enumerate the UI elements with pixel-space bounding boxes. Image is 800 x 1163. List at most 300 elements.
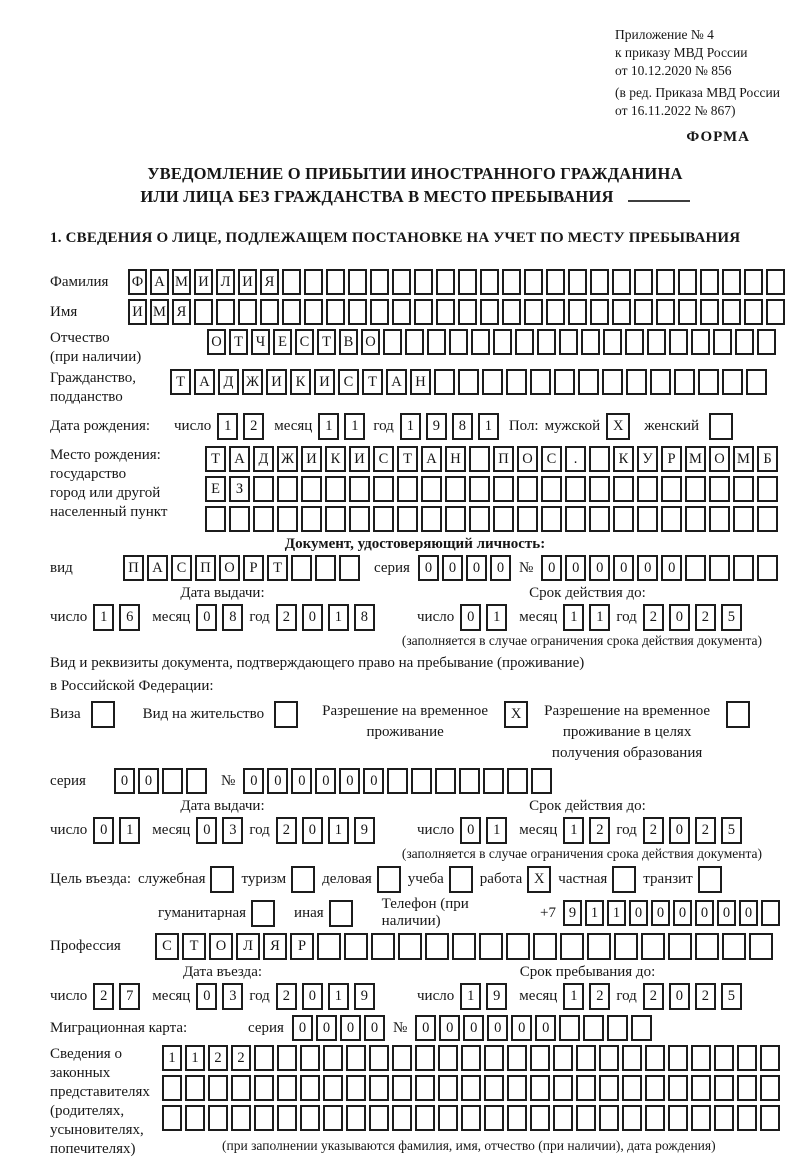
- char-cell[interactable]: [315, 555, 336, 581]
- char-cell[interactable]: Т: [397, 446, 418, 472]
- char-cell[interactable]: 1: [589, 604, 610, 631]
- char-cell[interactable]: [162, 1075, 182, 1101]
- char-cell[interactable]: 0: [637, 555, 658, 581]
- char-cell[interactable]: [722, 933, 746, 960]
- char-cell[interactable]: [480, 299, 499, 325]
- char-cell[interactable]: [733, 476, 754, 502]
- char-cell[interactable]: [590, 299, 609, 325]
- char-cell[interactable]: [254, 1105, 274, 1131]
- char-cell[interactable]: 8: [222, 604, 243, 631]
- char-cell[interactable]: [415, 1105, 435, 1131]
- char-cell[interactable]: 0: [490, 555, 511, 581]
- char-cell[interactable]: 1: [328, 983, 349, 1010]
- char-cell[interactable]: К: [290, 369, 311, 395]
- char-cell[interactable]: [414, 299, 433, 325]
- char-cell[interactable]: [484, 1105, 504, 1131]
- char-cell[interactable]: Б: [757, 446, 778, 472]
- char-cell[interactable]: И: [128, 299, 147, 325]
- char-cell[interactable]: [541, 506, 562, 532]
- char-cell[interactable]: [445, 506, 466, 532]
- char-cell[interactable]: 0: [466, 555, 487, 581]
- char-cell[interactable]: [685, 476, 706, 502]
- char-cell[interactable]: 1: [119, 817, 140, 844]
- char-cell[interactable]: [435, 768, 456, 794]
- char-cell[interactable]: 1: [328, 817, 349, 844]
- char-cell[interactable]: [612, 299, 631, 325]
- char-cell[interactable]: 1: [328, 604, 349, 631]
- char-cell[interactable]: [162, 768, 183, 794]
- char-cell[interactable]: [744, 269, 763, 295]
- char-cell[interactable]: 2: [243, 413, 264, 440]
- char-cell[interactable]: [622, 1045, 642, 1071]
- char-cell[interactable]: [370, 299, 389, 325]
- char-cell[interactable]: [323, 1045, 343, 1071]
- checkbox-tranzit[interactable]: [698, 866, 722, 893]
- char-cell[interactable]: [483, 768, 504, 794]
- char-cell[interactable]: [506, 933, 530, 960]
- char-cell[interactable]: [282, 269, 301, 295]
- char-cell[interactable]: [507, 1105, 527, 1131]
- char-cell[interactable]: [253, 476, 274, 502]
- char-cell[interactable]: 2: [276, 604, 297, 631]
- char-cell[interactable]: 9: [426, 413, 447, 440]
- char-cell[interactable]: О: [361, 329, 380, 355]
- char-cell[interactable]: У: [637, 446, 658, 472]
- char-cell[interactable]: 2: [589, 817, 610, 844]
- char-cell[interactable]: [369, 1075, 389, 1101]
- char-cell[interactable]: [637, 506, 658, 532]
- char-cell[interactable]: [685, 506, 706, 532]
- char-cell[interactable]: Р: [243, 555, 264, 581]
- char-cell[interactable]: [634, 269, 653, 295]
- char-cell[interactable]: [553, 1075, 573, 1101]
- char-cell[interactable]: [469, 446, 490, 472]
- char-cell[interactable]: [326, 299, 345, 325]
- char-cell[interactable]: [744, 299, 763, 325]
- char-cell[interactable]: 9: [486, 983, 507, 1010]
- char-cell[interactable]: [449, 329, 468, 355]
- char-cell[interactable]: [277, 506, 298, 532]
- char-cell[interactable]: [348, 299, 367, 325]
- char-cell[interactable]: [678, 269, 697, 295]
- char-cell[interactable]: 0: [196, 604, 217, 631]
- char-cell[interactable]: [766, 269, 785, 295]
- char-cell[interactable]: [700, 269, 719, 295]
- char-cell[interactable]: [397, 506, 418, 532]
- char-cell[interactable]: [578, 369, 599, 395]
- char-cell[interactable]: 0: [669, 983, 690, 1010]
- char-cell[interactable]: [581, 329, 600, 355]
- char-cell[interactable]: [479, 933, 503, 960]
- char-cell[interactable]: К: [325, 446, 346, 472]
- char-cell[interactable]: 9: [354, 817, 375, 844]
- char-cell[interactable]: [392, 1075, 412, 1101]
- char-cell[interactable]: Н: [410, 369, 431, 395]
- char-cell[interactable]: 0: [565, 555, 586, 581]
- char-cell[interactable]: [253, 506, 274, 532]
- char-cell[interactable]: 0: [196, 983, 217, 1010]
- char-cell[interactable]: [349, 476, 370, 502]
- char-cell[interactable]: [590, 269, 609, 295]
- char-cell[interactable]: 0: [302, 604, 323, 631]
- char-cell[interactable]: [506, 369, 527, 395]
- char-cell[interactable]: 1: [460, 983, 481, 1010]
- char-cell[interactable]: [493, 329, 512, 355]
- char-cell[interactable]: 9: [354, 983, 375, 1010]
- char-cell[interactable]: 5: [721, 983, 742, 1010]
- char-cell[interactable]: [733, 506, 754, 532]
- char-cell[interactable]: [560, 933, 584, 960]
- char-cell[interactable]: Т: [267, 555, 288, 581]
- char-cell[interactable]: 0: [661, 555, 682, 581]
- char-cell[interactable]: 0: [613, 555, 634, 581]
- char-cell[interactable]: [304, 269, 323, 295]
- char-cell[interactable]: [737, 1075, 757, 1101]
- char-cell[interactable]: [656, 269, 675, 295]
- char-cell[interactable]: [317, 933, 341, 960]
- char-cell[interactable]: И: [238, 269, 257, 295]
- char-cell[interactable]: [434, 369, 455, 395]
- char-cell[interactable]: [565, 506, 586, 532]
- char-cell[interactable]: [607, 1015, 628, 1041]
- char-cell[interactable]: [546, 269, 565, 295]
- char-cell[interactable]: 1: [217, 413, 238, 440]
- char-cell[interactable]: 0: [463, 1015, 484, 1041]
- char-cell[interactable]: [583, 1015, 604, 1041]
- char-cell[interactable]: Т: [170, 369, 191, 395]
- char-cell[interactable]: [661, 476, 682, 502]
- char-cell[interactable]: [301, 506, 322, 532]
- char-cell[interactable]: [452, 933, 476, 960]
- char-cell[interactable]: 1: [344, 413, 365, 440]
- checkbox-ucheba[interactable]: [449, 866, 473, 893]
- char-cell[interactable]: [613, 476, 634, 502]
- char-cell[interactable]: [625, 329, 644, 355]
- char-cell[interactable]: [277, 476, 298, 502]
- char-cell[interactable]: 2: [276, 983, 297, 1010]
- char-cell[interactable]: И: [266, 369, 287, 395]
- char-cell[interactable]: О: [709, 446, 730, 472]
- char-cell[interactable]: [185, 1105, 205, 1131]
- char-cell[interactable]: [346, 1075, 366, 1101]
- char-cell[interactable]: 7: [119, 983, 140, 1010]
- char-cell[interactable]: 2: [643, 817, 664, 844]
- char-cell[interactable]: [260, 299, 279, 325]
- char-cell[interactable]: 6: [119, 604, 140, 631]
- char-cell[interactable]: 1: [563, 604, 584, 631]
- char-cell[interactable]: 0: [316, 1015, 337, 1041]
- char-cell[interactable]: [645, 1105, 665, 1131]
- char-cell[interactable]: 5: [721, 604, 742, 631]
- char-cell[interactable]: 0: [739, 900, 758, 926]
- checkbox-visa[interactable]: [91, 701, 115, 728]
- char-cell[interactable]: 2: [695, 983, 716, 1010]
- char-cell[interactable]: А: [229, 446, 250, 472]
- char-cell[interactable]: [482, 369, 503, 395]
- char-cell[interactable]: 0: [717, 900, 736, 926]
- char-cell[interactable]: [461, 1075, 481, 1101]
- char-cell[interactable]: [325, 506, 346, 532]
- char-cell[interactable]: [300, 1075, 320, 1101]
- char-cell[interactable]: [614, 933, 638, 960]
- char-cell[interactable]: М: [733, 446, 754, 472]
- char-cell[interactable]: [746, 369, 767, 395]
- char-cell[interactable]: [537, 329, 556, 355]
- char-cell[interactable]: 0: [629, 900, 648, 926]
- char-cell[interactable]: О: [219, 555, 240, 581]
- char-cell[interactable]: 0: [651, 900, 670, 926]
- char-cell[interactable]: С: [295, 329, 314, 355]
- char-cell[interactable]: Ж: [242, 369, 263, 395]
- char-cell[interactable]: И: [349, 446, 370, 472]
- char-cell[interactable]: 1: [400, 413, 421, 440]
- char-cell[interactable]: 9: [563, 900, 582, 926]
- char-cell[interactable]: [438, 1045, 458, 1071]
- char-cell[interactable]: [622, 1075, 642, 1101]
- char-cell[interactable]: [484, 1045, 504, 1071]
- char-cell[interactable]: М: [172, 269, 191, 295]
- char-cell[interactable]: [760, 1105, 780, 1131]
- char-cell[interactable]: [323, 1075, 343, 1101]
- char-cell[interactable]: [238, 299, 257, 325]
- char-cell[interactable]: И: [314, 369, 335, 395]
- char-cell[interactable]: [709, 506, 730, 532]
- char-cell[interactable]: [661, 506, 682, 532]
- char-cell[interactable]: 0: [196, 817, 217, 844]
- checkbox-female[interactable]: [709, 413, 733, 440]
- char-cell[interactable]: [415, 1045, 435, 1071]
- char-cell[interactable]: [208, 1105, 228, 1131]
- char-cell[interactable]: 2: [231, 1045, 251, 1071]
- char-cell[interactable]: [326, 269, 345, 295]
- char-cell[interactable]: Л: [236, 933, 260, 960]
- char-cell[interactable]: [553, 1045, 573, 1071]
- checkbox-gumanitarnaya[interactable]: [251, 900, 275, 927]
- char-cell[interactable]: [524, 269, 543, 295]
- char-cell[interactable]: [714, 1105, 734, 1131]
- char-cell[interactable]: [421, 476, 442, 502]
- char-cell[interactable]: [749, 933, 773, 960]
- char-cell[interactable]: [691, 1075, 711, 1101]
- char-cell[interactable]: О: [207, 329, 226, 355]
- char-cell[interactable]: [565, 476, 586, 502]
- char-cell[interactable]: [392, 299, 411, 325]
- char-cell[interactable]: А: [150, 269, 169, 295]
- char-cell[interactable]: [737, 1045, 757, 1071]
- char-cell[interactable]: [300, 1045, 320, 1071]
- char-cell[interactable]: М: [685, 446, 706, 472]
- char-cell[interactable]: [208, 1075, 228, 1101]
- char-cell[interactable]: [346, 1105, 366, 1131]
- char-cell[interactable]: [757, 506, 778, 532]
- char-cell[interactable]: [559, 329, 578, 355]
- char-cell[interactable]: [530, 369, 551, 395]
- char-cell[interactable]: [325, 476, 346, 502]
- char-cell[interactable]: 0: [363, 768, 384, 794]
- char-cell[interactable]: Ф: [128, 269, 147, 295]
- checkbox-delovaya[interactable]: [377, 866, 401, 893]
- char-cell[interactable]: [626, 369, 647, 395]
- char-cell[interactable]: [650, 369, 671, 395]
- char-cell[interactable]: [541, 476, 562, 502]
- char-cell[interactable]: 0: [695, 900, 714, 926]
- char-cell[interactable]: [515, 329, 534, 355]
- char-cell[interactable]: [698, 369, 719, 395]
- char-cell[interactable]: [438, 1075, 458, 1101]
- char-cell[interactable]: Д: [218, 369, 239, 395]
- char-cell[interactable]: Д: [253, 446, 274, 472]
- char-cell[interactable]: 5: [721, 817, 742, 844]
- char-cell[interactable]: [392, 1045, 412, 1071]
- char-cell[interactable]: 0: [541, 555, 562, 581]
- char-cell[interactable]: [425, 933, 449, 960]
- char-cell[interactable]: [282, 299, 301, 325]
- char-cell[interactable]: [277, 1075, 297, 1101]
- char-cell[interactable]: [722, 299, 741, 325]
- char-cell[interactable]: [461, 1045, 481, 1071]
- char-cell[interactable]: [530, 1075, 550, 1101]
- char-cell[interactable]: [685, 555, 706, 581]
- char-cell[interactable]: [349, 506, 370, 532]
- char-cell[interactable]: [205, 506, 226, 532]
- char-cell[interactable]: [760, 1045, 780, 1071]
- char-cell[interactable]: 1: [185, 1045, 205, 1071]
- char-cell[interactable]: З: [229, 476, 250, 502]
- char-cell[interactable]: 1: [478, 413, 499, 440]
- char-cell[interactable]: [344, 933, 368, 960]
- char-cell[interactable]: [162, 1105, 182, 1131]
- char-cell[interactable]: [300, 1105, 320, 1131]
- char-cell[interactable]: С: [171, 555, 192, 581]
- char-cell[interactable]: [517, 476, 538, 502]
- char-cell[interactable]: 0: [460, 604, 481, 631]
- char-cell[interactable]: [469, 476, 490, 502]
- char-cell[interactable]: [757, 555, 778, 581]
- char-cell[interactable]: [760, 1075, 780, 1101]
- char-cell[interactable]: Р: [661, 446, 682, 472]
- char-cell[interactable]: [714, 1045, 734, 1071]
- char-cell[interactable]: [291, 555, 312, 581]
- char-cell[interactable]: [568, 299, 587, 325]
- char-cell[interactable]: 0: [114, 768, 135, 794]
- char-cell[interactable]: С: [373, 446, 394, 472]
- char-cell[interactable]: [301, 476, 322, 502]
- char-cell[interactable]: [757, 329, 776, 355]
- char-cell[interactable]: [576, 1045, 596, 1071]
- char-cell[interactable]: [398, 933, 422, 960]
- char-cell[interactable]: 0: [442, 555, 463, 581]
- char-cell[interactable]: 2: [93, 983, 114, 1010]
- char-cell[interactable]: [493, 476, 514, 502]
- char-cell[interactable]: [576, 1105, 596, 1131]
- char-cell[interactable]: [668, 1105, 688, 1131]
- char-cell[interactable]: 0: [669, 817, 690, 844]
- char-cell[interactable]: П: [493, 446, 514, 472]
- char-cell[interactable]: 2: [643, 604, 664, 631]
- checkbox-rvp[interactable]: X: [504, 701, 528, 728]
- char-cell[interactable]: [599, 1075, 619, 1101]
- char-cell[interactable]: А: [421, 446, 442, 472]
- char-cell[interactable]: [254, 1045, 274, 1071]
- char-cell[interactable]: [568, 269, 587, 295]
- char-cell[interactable]: [484, 1075, 504, 1101]
- char-cell[interactable]: А: [194, 369, 215, 395]
- char-cell[interactable]: [533, 933, 557, 960]
- char-cell[interactable]: [231, 1075, 251, 1101]
- char-cell[interactable]: 0: [460, 817, 481, 844]
- char-cell[interactable]: 0: [292, 1015, 313, 1041]
- char-cell[interactable]: Т: [317, 329, 336, 355]
- char-cell[interactable]: [369, 1045, 389, 1071]
- char-cell[interactable]: [436, 299, 455, 325]
- char-cell[interactable]: И: [194, 269, 213, 295]
- char-cell[interactable]: 1: [563, 817, 584, 844]
- char-cell[interactable]: 0: [673, 900, 692, 926]
- checkbox-inaya[interactable]: [329, 900, 353, 927]
- char-cell[interactable]: [277, 1105, 297, 1131]
- char-cell[interactable]: [458, 269, 477, 295]
- char-cell[interactable]: 0: [511, 1015, 532, 1041]
- char-cell[interactable]: [524, 299, 543, 325]
- char-cell[interactable]: [757, 476, 778, 502]
- char-cell[interactable]: 0: [669, 604, 690, 631]
- char-cell[interactable]: [587, 933, 611, 960]
- char-cell[interactable]: [674, 369, 695, 395]
- char-cell[interactable]: Н: [445, 446, 466, 472]
- char-cell[interactable]: С: [155, 933, 179, 960]
- char-cell[interactable]: [531, 768, 552, 794]
- char-cell[interactable]: С: [541, 446, 562, 472]
- char-cell[interactable]: 0: [415, 1015, 436, 1041]
- checkbox-residence-permit[interactable]: [274, 701, 298, 728]
- char-cell[interactable]: А: [147, 555, 168, 581]
- char-cell[interactable]: [691, 1045, 711, 1071]
- char-cell[interactable]: [348, 269, 367, 295]
- char-cell[interactable]: 0: [364, 1015, 385, 1041]
- checkbox-turizm[interactable]: [291, 866, 315, 893]
- char-cell[interactable]: [370, 269, 389, 295]
- char-cell[interactable]: [507, 1045, 527, 1071]
- char-cell[interactable]: [369, 1105, 389, 1131]
- char-cell[interactable]: Т: [182, 933, 206, 960]
- char-cell[interactable]: [766, 299, 785, 325]
- char-cell[interactable]: 8: [452, 413, 473, 440]
- char-cell[interactable]: [714, 1075, 734, 1101]
- char-cell[interactable]: 0: [302, 817, 323, 844]
- char-cell[interactable]: [346, 1045, 366, 1071]
- char-cell[interactable]: 0: [243, 768, 264, 794]
- char-cell[interactable]: [445, 476, 466, 502]
- char-cell[interactable]: [622, 1105, 642, 1131]
- checkbox-male[interactable]: X: [606, 413, 630, 440]
- char-cell[interactable]: 3: [222, 817, 243, 844]
- char-cell[interactable]: [427, 329, 446, 355]
- char-cell[interactable]: [589, 506, 610, 532]
- char-cell[interactable]: [373, 506, 394, 532]
- char-cell[interactable]: [530, 1105, 550, 1131]
- char-cell[interactable]: [371, 933, 395, 960]
- char-cell[interactable]: [436, 269, 455, 295]
- char-cell[interactable]: [722, 269, 741, 295]
- char-cell[interactable]: [576, 1075, 596, 1101]
- char-cell[interactable]: Я: [172, 299, 191, 325]
- char-cell[interactable]: 0: [487, 1015, 508, 1041]
- char-cell[interactable]: О: [209, 933, 233, 960]
- char-cell[interactable]: [599, 1105, 619, 1131]
- char-cell[interactable]: 0: [589, 555, 610, 581]
- char-cell[interactable]: [405, 329, 424, 355]
- char-cell[interactable]: П: [123, 555, 144, 581]
